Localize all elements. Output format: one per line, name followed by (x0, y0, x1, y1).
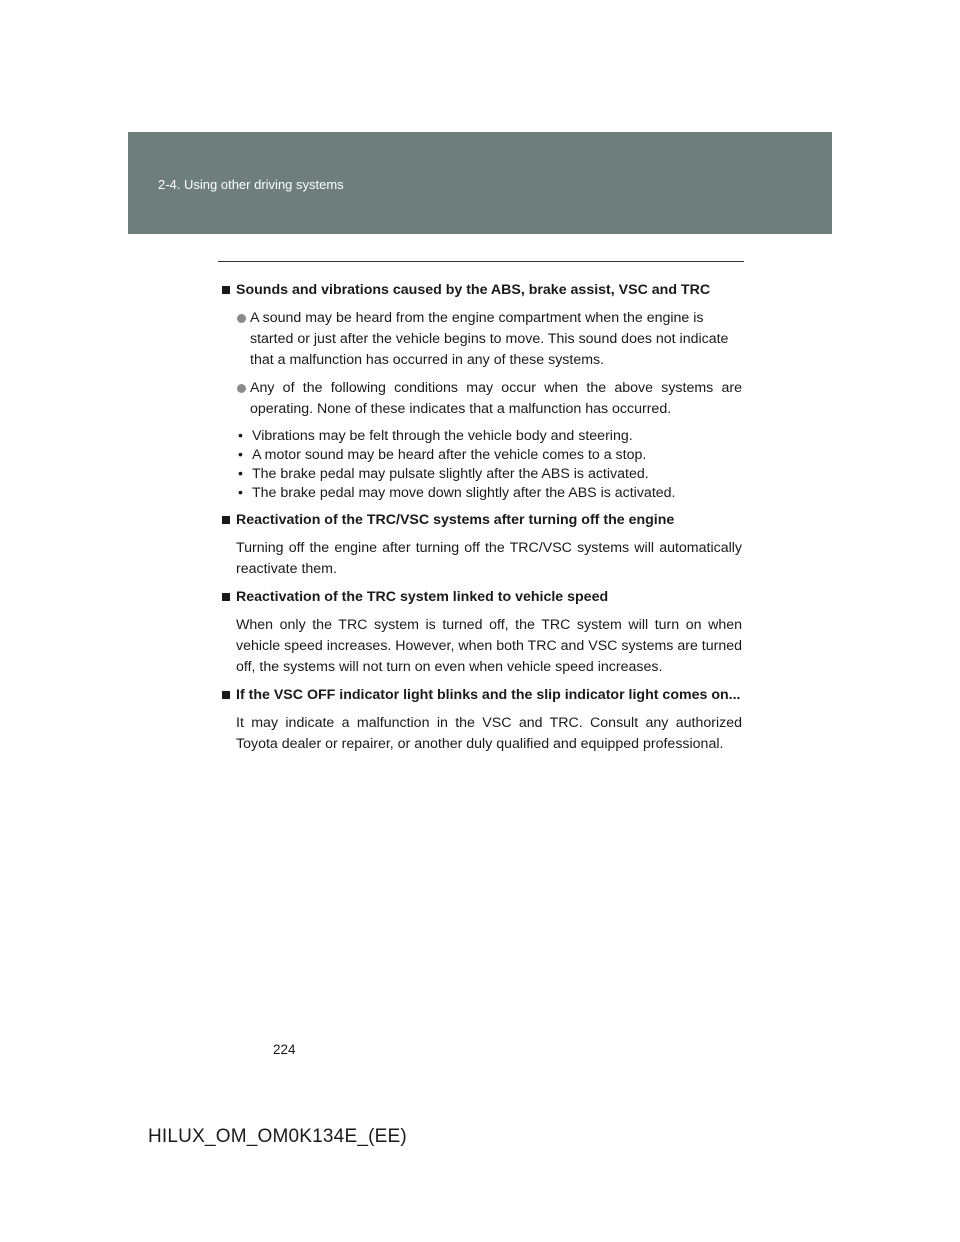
square-bullet-icon (222, 593, 230, 601)
section-title (222, 685, 742, 706)
sub-list-item (238, 484, 742, 503)
round-bullet-icon (237, 314, 246, 323)
sub-list-item-text: A motor sound may be heard after the vehicle comes to a stop. (252, 447, 647, 463)
dot-marker-icon: • (238, 447, 243, 463)
round-bullet-icon (237, 384, 246, 393)
sub-list (222, 427, 742, 503)
section-paragraph: When only the TRC system is turned off, the TRC system will turn on when vehicle speed increases. However, when both TRC and VSC systems are turned off, the systems will not turn on even when vehicle speed increases. (236, 617, 743, 675)
document-code: HILUX_OM_OM0K134E_(EE) (148, 1126, 407, 1147)
section-header-title: 2-4. Using other driving systems (158, 177, 344, 192)
square-bullet-icon (222, 691, 230, 699)
sub-list-item-text: The brake pedal may pulsate slightly after the ABS is activated. (252, 466, 649, 482)
sub-list-item (238, 427, 742, 446)
section-paragraph: It may indicate a malfunction in the VSC and TRC. Consult any authorized Toyota dealer or repairer, or another duly qualified and equipped professional. (236, 715, 742, 752)
sub-list-item-text: Vibrations may be felt through the vehicle body and steering. (252, 428, 633, 444)
header-divider (218, 261, 744, 262)
sub-list-item (238, 465, 742, 484)
sub-list-item (238, 446, 742, 465)
section-title (222, 510, 742, 531)
bullet-item (222, 378, 742, 420)
section-title (222, 280, 742, 301)
section-title-text: Sounds and vibrations caused by the ABS, brake assist, VSC and TRC (236, 282, 711, 298)
section-title-text: Reactivation of the TRC/VSC systems after turning off the engine (236, 512, 675, 528)
page-content (222, 280, 742, 755)
sub-list-item-text: The brake pedal may move down slightly after the ABS is activated. (252, 485, 676, 501)
section-title (222, 587, 742, 608)
square-bullet-icon (222, 286, 230, 294)
section-title-text: Reactivation of the TRC system linked to vehicle speed (236, 589, 609, 605)
bullet-text: Any of the following conditions may occur when the above systems are operating. None of these indicates that a malfunction has occurred. (250, 380, 742, 417)
section-header-band (128, 132, 832, 234)
page-number: 224 (273, 1042, 296, 1057)
section-paragraph: Turning off the engine after turning off the TRC/VSC systems will automatically reactivate them. (236, 540, 742, 577)
bullet-item (222, 308, 742, 371)
section-title-text: If the VSC OFF indicator light blinks and the slip indicator light comes on... (236, 687, 741, 703)
square-bullet-icon (222, 516, 230, 524)
dot-marker-icon: • (238, 485, 243, 501)
dot-marker-icon: • (238, 428, 243, 444)
dot-marker-icon: • (238, 466, 243, 482)
bullet-text: A sound may be heard from the engine compartment when the engine is started or just after the vehicle begins to move. This sound does not indicate that a malfunction has occurred in any of these systems. (250, 310, 729, 368)
